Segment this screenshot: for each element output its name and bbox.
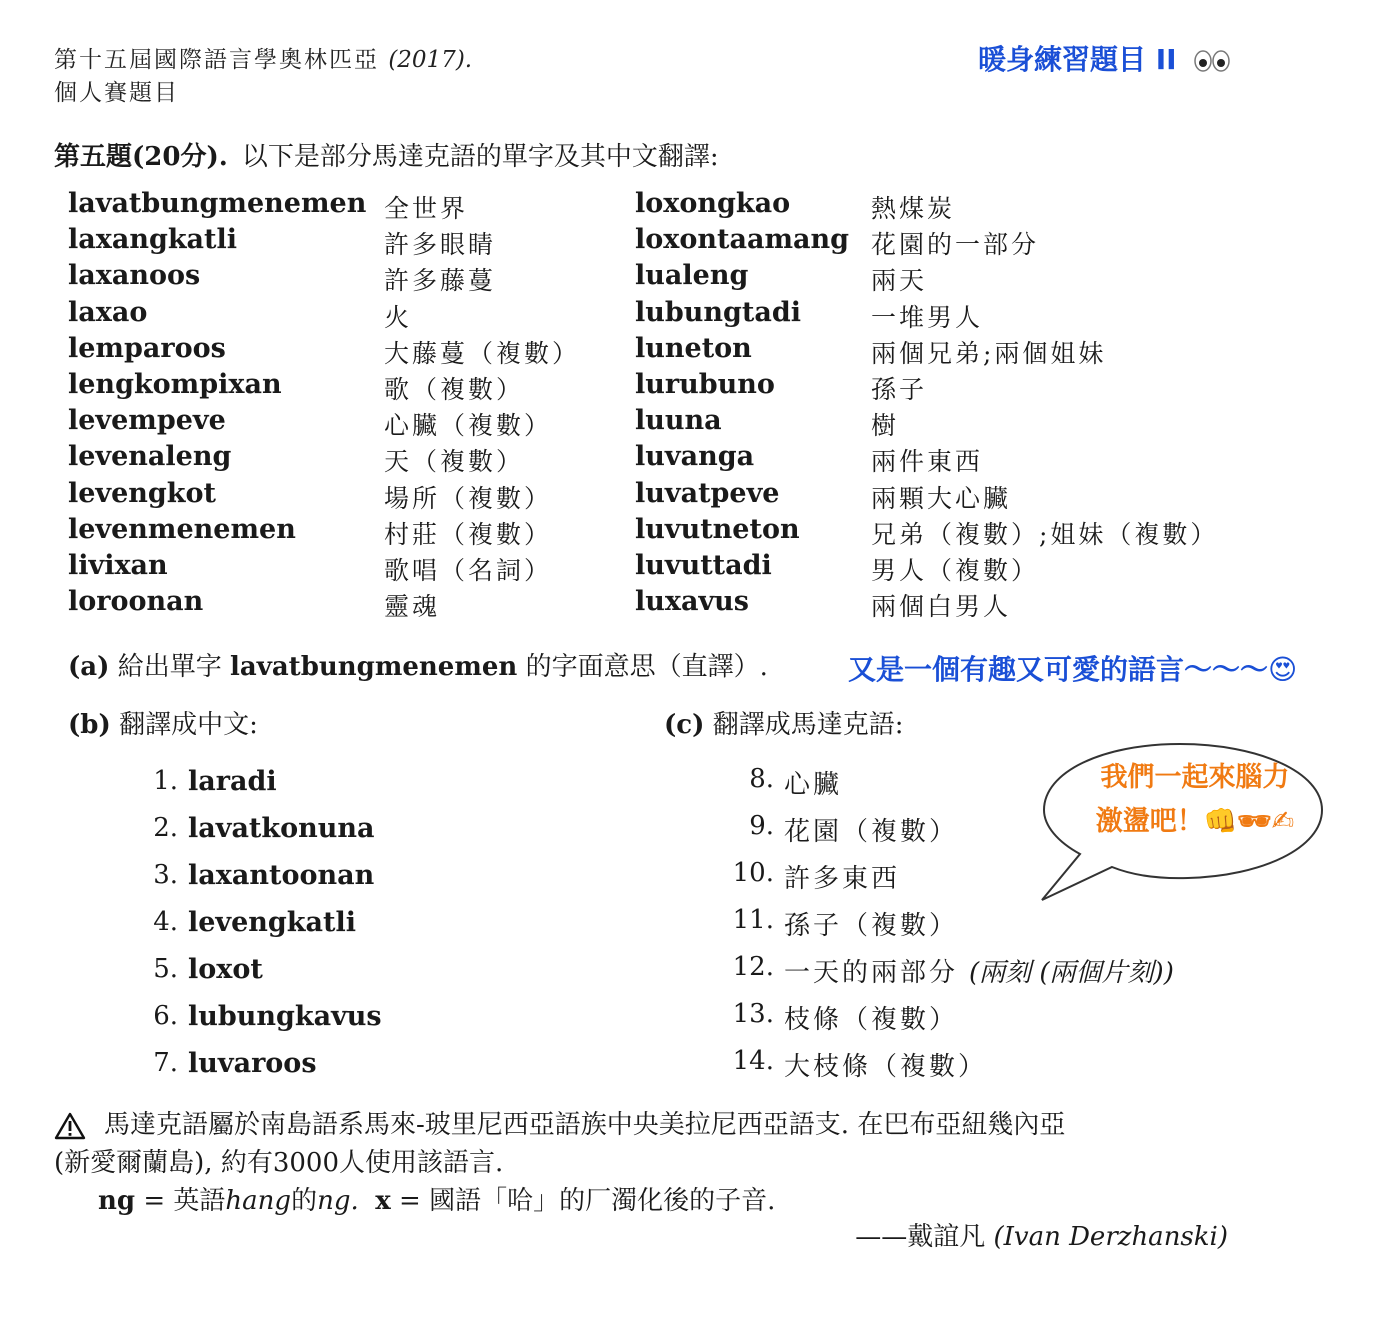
- vocab-word: luvutneton: [635, 513, 800, 545]
- item-text: levengkatli: [188, 907, 356, 938]
- vocab-gloss: 兩個兄弟;兩個姐妹: [871, 338, 1107, 368]
- question-c: [664, 704, 903, 741]
- item-text: 心臟: [784, 770, 843, 800]
- author-latin: (Ivan Derzhanski): [993, 1222, 1228, 1252]
- ng-de: 的: [291, 1186, 318, 1216]
- vocab-gloss: 大藤蔓（複數）: [384, 338, 581, 368]
- vocab-word: lemparoos: [68, 332, 226, 364]
- note-line1: 馬達克語屬於南島語系馬來-玻里尼西亞語族中央美拉尼西亞語支. 在巴布亞紐幾內亞: [104, 1110, 1066, 1140]
- vocab-word: laxanoos: [68, 260, 201, 292]
- vocab-word: lurubuno: [635, 369, 775, 400]
- vocab-word: loxontaamang: [635, 224, 850, 256]
- vocab-word: loxongkao: [635, 188, 791, 219]
- vocab-word: laxao: [68, 296, 148, 328]
- item-number: 6.: [153, 1001, 178, 1031]
- vocab-gloss: 許多眼睛: [384, 230, 497, 260]
- vocab-word: laxangkatli: [68, 224, 238, 256]
- vocab-gloss: 孫子: [871, 375, 928, 404]
- vocab-word: luuna: [635, 405, 722, 437]
- warmup-badge-text: 暖身練習題目 II: [978, 43, 1177, 76]
- speech-bubble-line2: 激盪吧！👊🕶✍: [1095, 806, 1295, 837]
- vocab-gloss: 樹: [871, 411, 900, 441]
- vocab-gloss: 男人（複數）: [871, 556, 1040, 585]
- item-number: 3.: [153, 860, 178, 890]
- vocab-word: luneton: [635, 332, 752, 364]
- vocab-word: luxavus: [635, 586, 749, 618]
- contest-year: (2017).: [388, 47, 473, 73]
- vocab-gloss: 天（複數）: [384, 447, 525, 477]
- question-b: [68, 704, 258, 741]
- item-number: 12.: [732, 952, 774, 982]
- item-number: 13.: [732, 999, 774, 1029]
- language-note: [54, 1106, 1254, 1220]
- ng-equals: = 英語: [143, 1186, 226, 1216]
- item-text: 花園（複數）: [784, 817, 959, 847]
- vocab-word: levenmenemen: [68, 513, 296, 545]
- vocab-word: lengkompixan: [68, 369, 282, 400]
- question-a-pre: 給出單字: [117, 652, 222, 682]
- handwritten-comment: 又是一個有趣又可愛的語言～～～😍: [848, 653, 1298, 686]
- question-c-text: 翻譯成馬達克語:: [712, 710, 904, 740]
- vocab-gloss: 一堆男人: [871, 302, 984, 332]
- warmup-badge: [978, 38, 1230, 78]
- question-a-post: 的字面意思（直譯）.: [525, 652, 768, 682]
- item-number: 5.: [153, 954, 178, 984]
- question-a-word: lavatbungmenemen: [230, 652, 518, 682]
- vocab-word: lubungtadi: [635, 296, 802, 328]
- vocab-word: levenaleng: [68, 441, 232, 473]
- x-equals: = 國語「哈」的厂濁化後的子音.: [399, 1186, 776, 1216]
- vocab-gloss: 場所（複數）: [384, 483, 553, 513]
- item-number: 1.: [153, 766, 178, 796]
- item-number: 9.: [749, 811, 774, 841]
- item-text: 許多東西: [784, 864, 901, 894]
- question-a: [68, 646, 768, 683]
- speech-bubble-text: [1070, 756, 1320, 844]
- vocab-word: luvuttadi: [635, 550, 772, 581]
- author-signature: [855, 1216, 1228, 1253]
- vocab-gloss: 村莊（複數）: [384, 519, 553, 549]
- item-text: 枝條（複數）: [784, 1005, 959, 1035]
- vocab-gloss: 兩顆大心臟: [871, 483, 1012, 513]
- vocab-word: lualeng: [635, 260, 749, 292]
- item-extra: (兩刻 (兩個片刻)): [969, 958, 1174, 988]
- vocab-word: lavatbungmenemen: [68, 188, 367, 219]
- eyes-icon: [1194, 49, 1230, 73]
- vocab-gloss: 歌唱（名詞）: [384, 556, 553, 585]
- warning-icon: [54, 1112, 86, 1140]
- problem-statement: [54, 136, 719, 173]
- item-text: 一天的兩部分: [784, 958, 959, 988]
- vocab-gloss: 心臟（複數）: [384, 411, 553, 441]
- vocab-gloss: 兩個白男人: [871, 592, 1012, 622]
- item-text: lubungkavus: [188, 1001, 382, 1032]
- vocab-word: loroonan: [68, 586, 204, 618]
- contest-header: [54, 44, 472, 110]
- vocab-gloss: 兄弟（複數）;姐妹（複數）: [871, 519, 1219, 549]
- vocab-gloss: 歌（複數）: [384, 375, 525, 404]
- question-b-label: (b): [68, 710, 111, 740]
- item-number: 14.: [732, 1046, 774, 1076]
- item-number: 4.: [153, 907, 178, 937]
- item-text: lavatkonuna: [188, 813, 375, 844]
- vocab-gloss: 火: [384, 302, 413, 332]
- ng-symbol: ng: [98, 1186, 136, 1216]
- ng-example-word: hang: [225, 1186, 292, 1216]
- speech-bubble-line1: 我們一起來腦力: [1100, 762, 1290, 793]
- item-number: 11.: [732, 905, 774, 935]
- contest-subtitle: 個人賽題目: [54, 80, 179, 106]
- author-name: ——戴誼凡: [855, 1222, 986, 1252]
- vocab-gloss: 靈魂: [384, 592, 441, 622]
- item-number: 10.: [732, 858, 774, 888]
- question-c-label: (c): [664, 710, 705, 740]
- question-b-text: 翻譯成中文:: [119, 710, 258, 740]
- item-number: 7.: [153, 1048, 178, 1078]
- question-a-label: (a): [68, 652, 110, 682]
- item-number: 8.: [749, 764, 774, 794]
- vocab-word: levengkot: [68, 477, 216, 509]
- item-text: luvaroos: [188, 1048, 317, 1079]
- x-symbol: x: [375, 1186, 391, 1216]
- ng-tail: ng.: [317, 1186, 359, 1216]
- vocab-gloss: 兩件東西: [871, 447, 984, 477]
- note-pronunciation: [54, 1182, 1254, 1220]
- vocab-word: luvanga: [635, 441, 755, 473]
- problem-intro: 以下是部分馬達克語的單字及其中文翻譯:: [241, 142, 719, 172]
- vocab-gloss: 兩天: [871, 266, 928, 296]
- item-text: laradi: [188, 766, 277, 797]
- vocab-word: luvatpeve: [635, 477, 780, 509]
- item-number: 2.: [153, 813, 178, 843]
- vocab-gloss: 熱煤炭: [871, 194, 956, 223]
- problem-title: 第五題(20分).: [54, 142, 228, 172]
- item-text: 大枝條（複數）: [784, 1052, 988, 1082]
- item-text: loxot: [188, 954, 263, 985]
- vocab-gloss: 許多藤蔓: [384, 266, 497, 296]
- vocab-gloss: 花園的一部分: [871, 230, 1040, 260]
- vocab-word: levempeve: [68, 405, 226, 437]
- item-text: laxantoonan: [188, 860, 375, 891]
- note-line2: (新愛爾蘭島), 約有3000人使用該語言.: [54, 1148, 504, 1178]
- vocab-gloss: 全世界: [384, 194, 469, 223]
- contest-name: 第十五屆國際語言學奧林匹亞: [54, 47, 379, 73]
- vocab-word: livixan: [68, 550, 168, 581]
- item-text: 孫子（複數）: [784, 911, 959, 941]
